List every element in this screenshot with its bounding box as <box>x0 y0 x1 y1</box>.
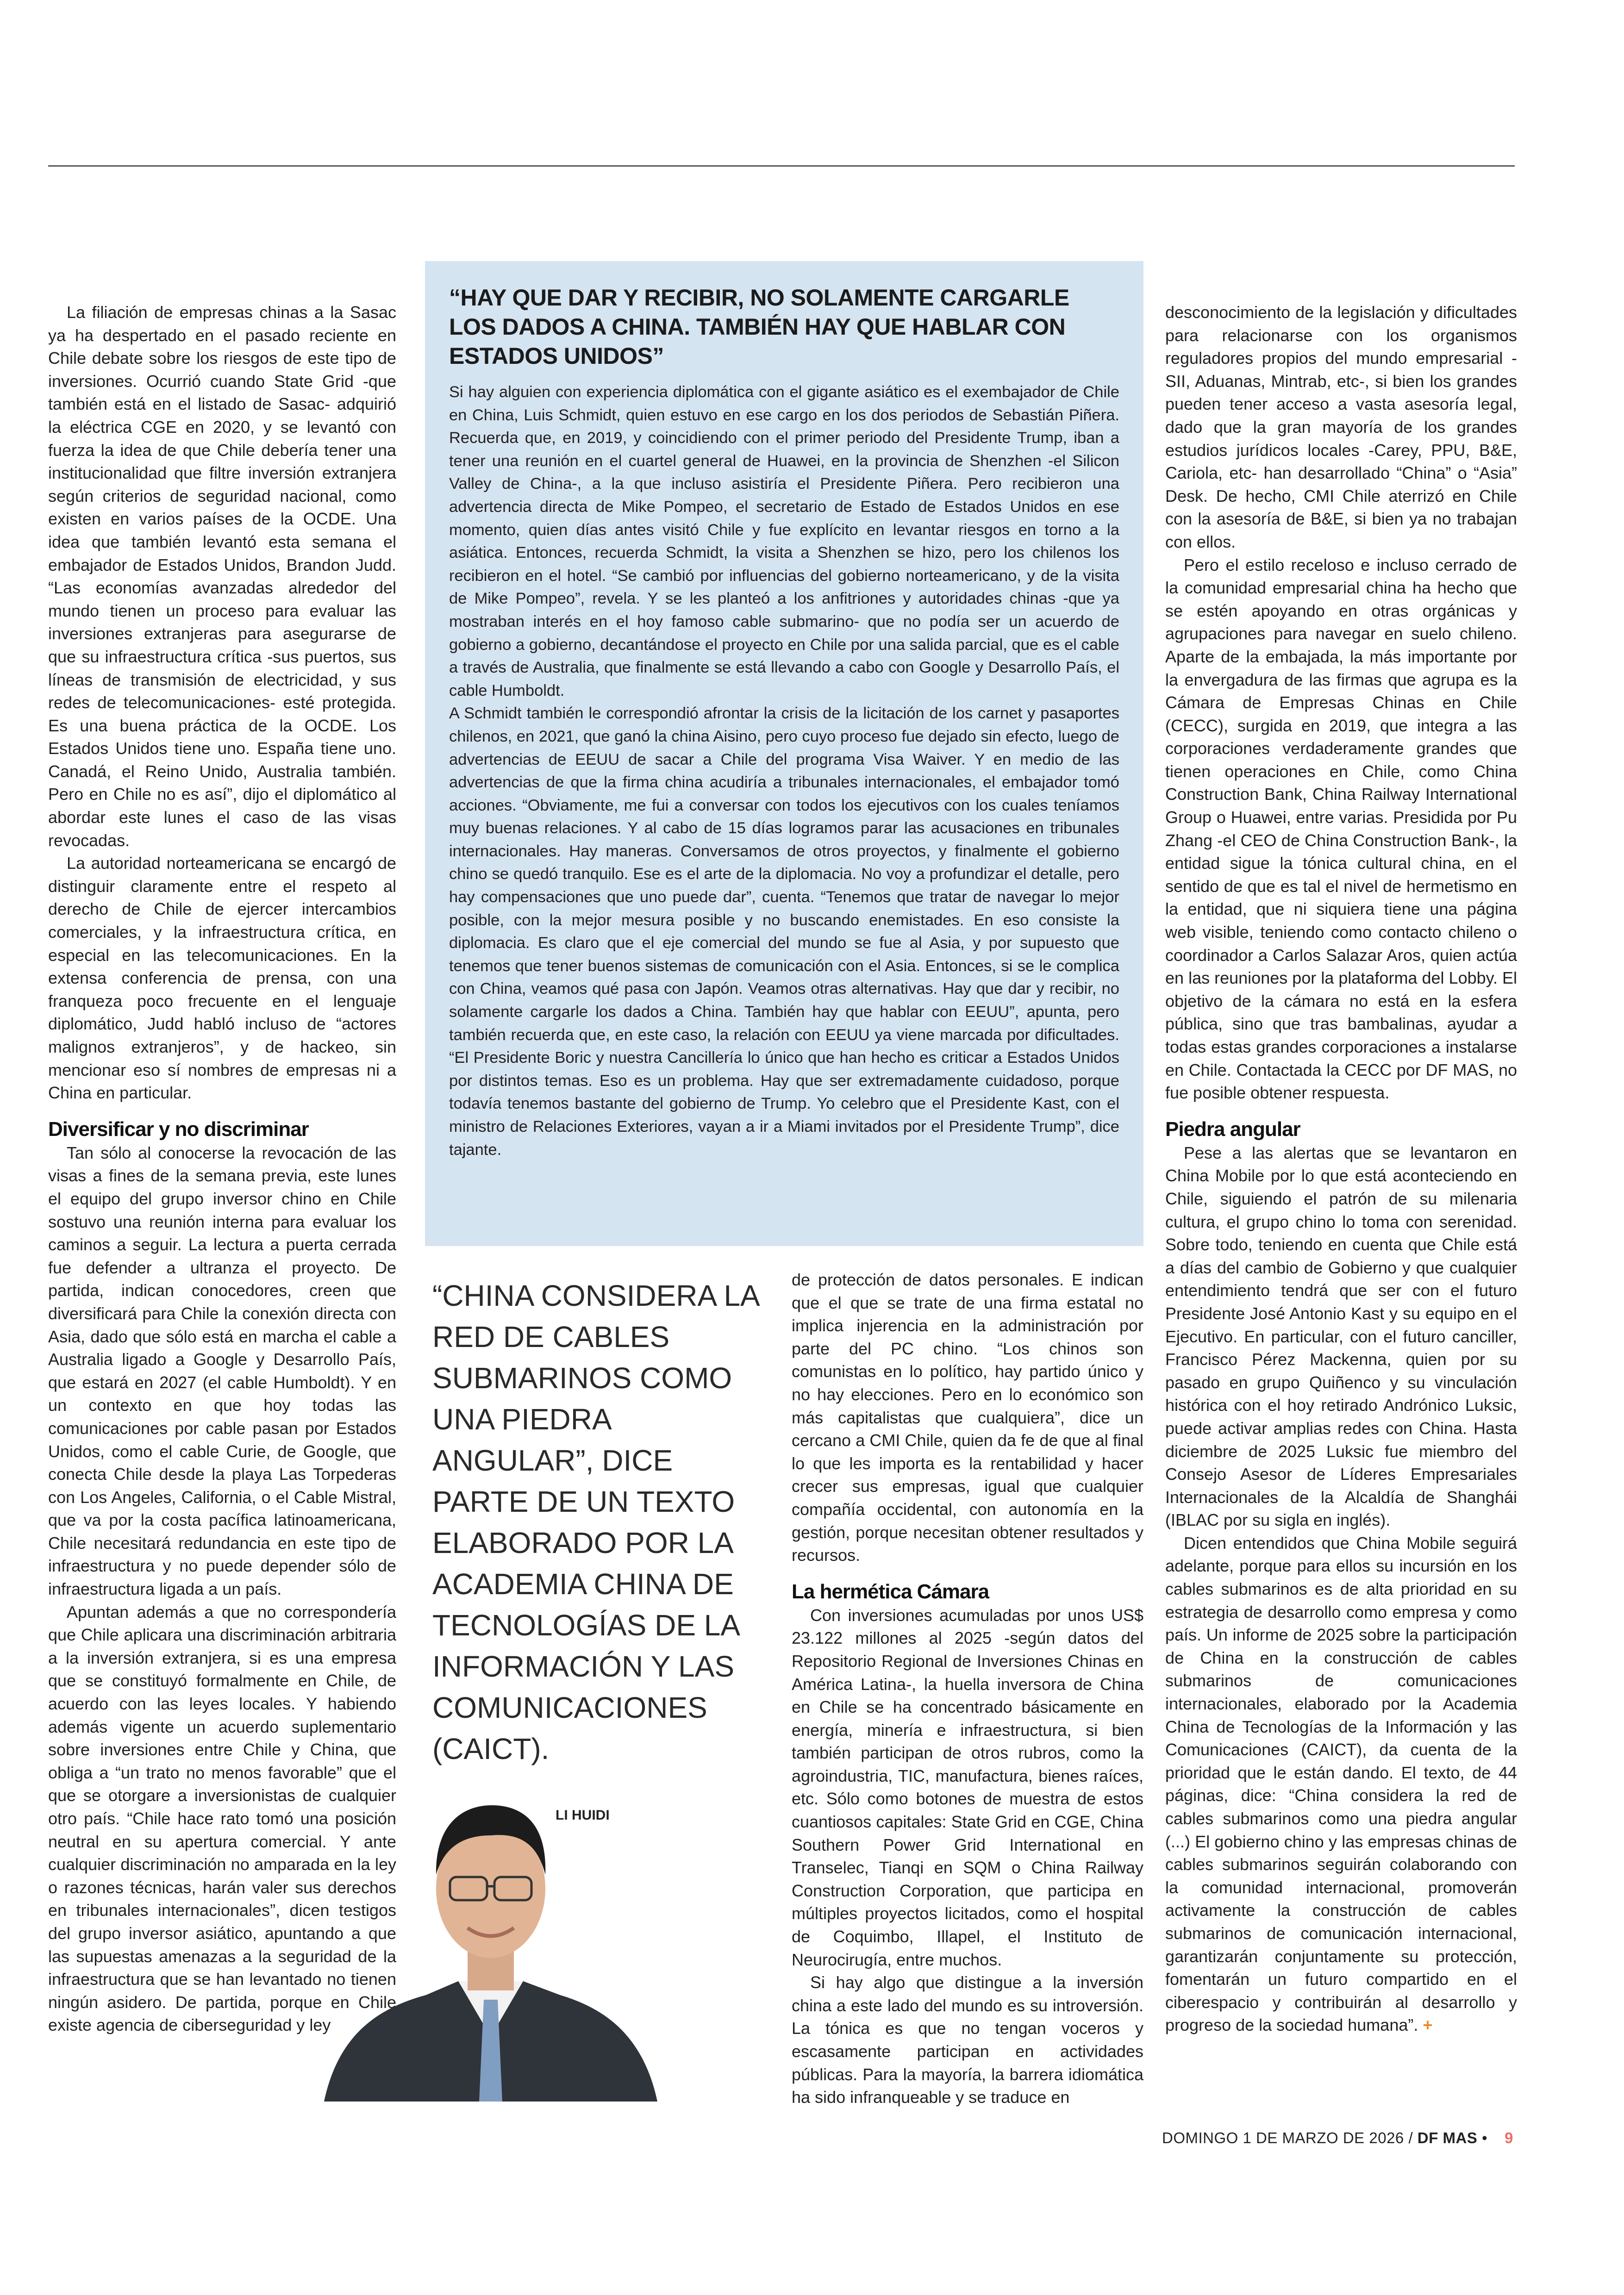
paragraph: Con inversiones acumuladas por unos US$ 23.122 millones al 2025 -según datos del Repositorio Regional de Inversiones Chinas en América Latina-, la huella inversora de China en Chile se ha concentrado básicamente en energía, minería e infraestructura, si bien también participan de otros rubros, como la agroindustria, TIC, manufactura, bienes raíces, etc. Sólo como botones de muestra de estos cuantiosos capitales: State Grid en CGE, China Southern Power Grid International en Transelec, Tianqi en SQM o China Railway Construction Corporation, que participa en múltiples proyectos licitados, como el hospital de Coquimbo, Illapel, el Instituto de Neurocirugía, entre muchos. <box>792 1605 1143 1969</box>
paragraph: Pero el estilo receloso e incluso cerrado de la comunidad empresarial china ha hecho que se estén apoyando en otras orgánicas y agrupaciones para navegar en suelo chileno. Aparte de la embajada, la más importante por la envergadura de las firmas que agrupa es la Cámara de Empresas Chinas en Chile (CECC), surgida en 2019, que integra a las corporaciones verdaderamente grandes que tienen operaciones en Chile, como China Construction Bank, China Railway International Group o Huawei, entre varias. Presidida por Pu Zhang -el CEO de China Construction Bank-, la entidad sigue la tónica cultural china, en el sentido de que es tal el nivel de hermetismo en la entidad, que ni siquiera tiene una página web visible, teniendo como contacto chileno o coordinador a Carlos Salazar Aros, quien actúa en las reuniones por la plataforma del Lobby. El objetivo de la cámara no está en la esfera pública, sino que tras bambalinas, ayudar a todas estas grandes corporaciones a instalarse en Chile. Contactada la CECC por DF MAS, no fue posible obtener respuesta. <box>1165 555 1517 1103</box>
separator-dot: • <box>1481 2129 1488 2146</box>
paragraph <box>1165 1532 1517 2037</box>
paragraph: A Schmidt también le correspondió afrontar la crisis de la licitación de los carnet y pasaportes chilenos, en 2021, que ganó la china Aisino, pero cuyo proceso fue dejado sin efecto, luego de advertencias de EEUU de sacar a Chile del programa Visa Waiver. Y en medio de las advertencias de que la firma china acudiría a tribunales internacionales, el embajador tomó acciones. “Obviamente, me fui a conversar con todos los ejecutivos con los cuales teníamos muy buenas relaciones. Y al cabo de 15 días logramos parar las acusaciones en tribunales internacionales. Hay maneras. Conversamos de otros proyectos, y finalmente el gobierno chino se quedó tranquilo. Ese es el arte de la diplomacia. No voy a profundizar el detalle, pero hay compensaciones que uno puede dar”, cuenta. “Tenemos que tratar de navegar lo mejor posible, con la mejor mesura posible y no buscando enemistades. En eso consiste la diplomacia. Es claro que el eje comercial del mundo se fue al Asia, y por supuesto que tenemos que tener buenos sistemas de comunicación con el Asia. Entonces, si se le complica con China, veamos qué pasa con Japón. Veamos otras alternativas. Hay que dar y recibir, no solamente cargarle los dados a China. También hay que hablar con EEUU”, apunta, pero también recuerda que, en este caso, la relación con EEUU ya viene marcada por dificultades. “El Presidente Boric y nuestra Cancillería lo único que han hecho es criticar a Estados Unidos por distintos temas. Eso es un problema. Hay que ser extremadamente cuidadoso, porque todavía tenemos bastante del gobierno de Trump. Yo celebro que el Presidente Kast, con el ministro de Relaciones Exteriores, vayan a ir a Miami invitados por el Presidente Trump”, dice tajante. <box>449 705 1119 1159</box>
sidebar-box <box>425 261 1143 1246</box>
paragraph: Si hay alguien con experiencia diplomática con el gigante asiático es el exembajador de Chile en China, Luis Schmidt, quien estuvo en ese cargo en los dos periodos de Sebastián Piñera. Recuerda que, en 2019, y coincidiendo con el primer periodo del Presidente Trump, iban a tener una reunión en el cuartel general de Huawei, en la provincia de Shenzhen -el Silicon Valley de China-, a la que incluso asistiría el Presidente Piñera. Pero recibieron una advertencia directa de Mike Pompeo, el secretario de Estado de Estados Unidos en ese momento, quien días antes visitó Chile y fue explícito en levantar riesgos en torno a la asiática. Entonces, recuerda Schmidt, la visita a Shenzhen se hizo, pero los chilenos los recibieron en el hotel. “Se cambió por influencias del gobierno norteamericano, y de la visita de Mike Pompeo”, revela. Y se les planteó a los anfitriones y autoridades chinas -que ya mostraban interés en el hoy famoso cable submarino- que no podía ser un acuerdo de gobierno a gobierno, decantándose el proyecto en Chile por una salida parcial, que es el cable a través de Australia, que finalmente se está llevando a cabo con Google y Desarrollo País, el cable Humboldt. <box>449 383 1119 699</box>
paragraph-text: Dicen entendidos que China Mobile seguirá adelante, porque para ellos su incursión en los cables submarinos es de alta prioridad en su estrategia de desarrollo como empresa y como país. Un informe de 2025 sobre la participación de China en la construcción de cables submarinos de comunicaciones internacionales, elaborado por la Academia China de Tecnologías de la Información y las Comunicaciones (CAICT), da cuenta de la prioridad que le están dando. El texto, de 44 páginas, dice: “China considera la red de cables submarinos como una piedra angular (...) El gobierno chino y las empresas chinas de cables submarinos seguirán colaborando con la comunidad internacional, promoverán activamente la construcción de cables submarinos de comunicación internacional, garantizarán conjuntamente su protección, fomentarán un futuro compartido en el ciberespacio y contribuirán al desarrollo y progreso de la sociedad humana”. <box>1165 1533 1517 2035</box>
section-heading: Piedra angular <box>1165 1117 1300 1141</box>
footer-date: DOMINGO 1 DE MARZO DE 2026 / <box>1162 2129 1413 2146</box>
publication-name: DF MAS <box>1417 2129 1478 2146</box>
section-heading: La hermética Cámara <box>792 1580 989 1603</box>
paragraph: Tan sólo al conocerse la revocación de las visas a fines de la semana previa, este lunes el equipo del grupo inversor chino en Chile sostuvo una reunión interna para evaluar los caminos a seguir. La lectura a puerta cerrada fue defender a ultranza el proyecto. De partida, indican conocedores, creen que diversificará para Chile la conexión directa con Asia, dado que sólo está en marcha el cable a Australia ligado a Google y Desarrollo País, que estará en 2027 (el cable Humboldt). Y en un contexto en que hoy todas las comunicaciones por cable pasan por Estados Unidos, como el cable Curie, de Google, que conecta Chile desde la playa Las Torpederas con Los Angeles, California, o el Cable Mistral, que va por la costa pacífica latinoamericana, Chile necesitará redundancia en este tipo de infraestructura y no puede depender sólo de infraestructura ligada a un país. <box>48 1143 396 1599</box>
paragraph: Apuntan además a que no correspondería que Chile aplicara una discriminación arbitraria a la inversión extranjera, si es una empresa que se constituyó formalmente en Chile, de acuerdo con las leyes locales. Y habiendo además vigente un acuerdo suplementario sobre inversiones entre Chile y China, que obliga a “un trato no menos favorable” que el que se otorgare a inversionistas de cualquier otro país. “Chile hace rato tomó una posición neutral en su apertura comercial. Y ante cualquier discriminación no amparada en la ley o razones técnicas, harán valer sus derechos en tribunales internacionales”, dicen testigos del grupo inversor asiático, apuntando a que las supuestas amenazas a la seguridad de la infraestructura que se han levantado no tienen ningún asidero. De partida, porque en Chile existe agencia de ciberseguridad y ley <box>48 1602 396 2035</box>
paragraph: Si hay algo que distingue a la inversión china a este lado del mundo es su introversión. La tónica es que no tengan voceros y escasamente participan en actividades públicas. Para la mayoría, la barrera idiomática ha sido infranqueable y se traduce en <box>792 1973 1143 2107</box>
paragraph: La filiación de empresas chinas a la Sasac ya ha despertado en el pasado reciente en Chile debate sobre los riesgos de este tipo de inversiones. Ocurrió cuando State Grid -que también está en el listado de Sasac- adquirió la eléctrica CGE en 2020, y se levantó con fuerza la idea de que Chile debería tener una institucionalidad que filtre inversión extranjera según criterios de seguridad nacional, como existen en varios países de la OCDE. Una idea que también levantó esta semana el embajador de Estados Unidos, Brandon Judd. “Las economías avanzadas alrededor del mundo tienen un proceso para evaluar las inversiones extranjeras para asegurarse de que su infraestructura crítica -sus puertos, sus líneas de transmisión de electricidad, y sus redes de telecomunicaciones- esté protegida. Es una buena práctica de la OCDE. Los Estados Unidos tiene uno. España tiene uno. Canadá, el Reino Unido, Australia también. Pero en Chile no es así”, dijo el diplomático al abordar este lunes el caso de las visas revocadas. <box>48 303 396 850</box>
paragraph: desconocimiento de la legislación y dificultades para relacionarse con los organismos reguladores propios del mundo empresarial -SII, Aduanas, Mintrab, etc-, si bien los grandes pueden tener acceso a vasta asesoría legal, dado que la gran mayoría de los grandes estudios jurídicos locales -Carey, PPU, B&E, Cariola, etc- han desarrollado “China” o “Asia” Desk. De hecho, CMI Chile aterrizó en Chile con la asesoría de B&E, si bien ya no trabajan con ellos. <box>1165 303 1517 551</box>
end-mark-icon: + <box>1423 2015 1433 2035</box>
pull-quote: “CHINA CONSIDERA LA RED DE CABLES SUBMARINOS COMO UNA PIEDRA ANGULAR”, DICE PARTE DE UN TEXTO ELABORADO POR LA ACADEMIA CHINA DE TECNOLOGÍAS DE LA INFORMACIÓN Y LAS COMUNICACIONES (CAICT). <box>432 1279 759 1765</box>
top-rule <box>48 165 1515 167</box>
footer <box>1162 2129 1487 2147</box>
middle-column <box>792 1268 1143 2109</box>
sidebar-title: “HAY QUE DAR Y RECIBIR, NO SOLAMENTE CARGARLE LOS DADOS A CHINA. TAMBIÉN HAY QUE HABLAR CON ESTADOS UNIDOS” <box>449 285 1069 369</box>
page-number: 9 <box>1505 2129 1513 2146</box>
paragraph: La autoridad norteamericana se encargó de distinguir claramente entre el respeto al derecho de Chile de ejercer intercambios comerciales, y la infraestructura crítica, en especial en las telecomunicaciones. En la extensa conferencia de prensa, con una franqueza poco frecuente en el lenguaje diplomático, Judd habló incluso de “actores malignos extranjeros”, y de hackeo, sin mencionar eso sí nombres de empresas ni a China en particular. <box>48 854 396 1103</box>
paragraph: Pese a las alertas que se levantaron en China Mobile por lo que está aconteciendo en Chile, siguiendo el patrón de su milenaria cultura, el grupo chino lo toma con serenidad. Sobre todo, teniendo en cuenta que Chile está a días del cambio de Gobierno y que cualquier entendimiento tendrá que ser con el futuro Presidente José Antonio Kast y su equipo en el Ejecutivo. En particular, con el futuro canciller, Francisco Pérez Mackenna, quien por su pasado en grupo Quiñenco y su vinculación histórica con el hoy retirado Andrónico Luksic, puede activar amplias redes con China. Hasta diciembre de 2025 Luksic fue miembro del Consejo Asesor de Líderes Empresariales Internacionales de la Alcaldía de Shanghái (IBLAC por su sigla en inglés). <box>1165 1143 1517 1530</box>
paragraph: de protección de datos personales. E indican que el que se trate de una firma estatal no implica injerencia en la administración por parte del PC chino. “Los chinos son comunistas en lo político, hay partido único y no hay elecciones. Pero en lo económico son más capitalistas que cualquiera”, dice un cercano a CMI Chile, quien da fe de que al final lo que les importa es la rentabilidad y hacer crecer sus empresas, igual que cualquier compañía occidental, con autonomía en la gestión, porque necesitan obtener resultados y recursos. <box>792 1270 1143 1565</box>
photo-caption: LI HUIDI <box>556 1808 610 1823</box>
section-heading: Diversificar y no discriminar <box>48 1117 309 1141</box>
portrait-photo <box>319 1750 662 2102</box>
right-column <box>1165 301 1517 2037</box>
